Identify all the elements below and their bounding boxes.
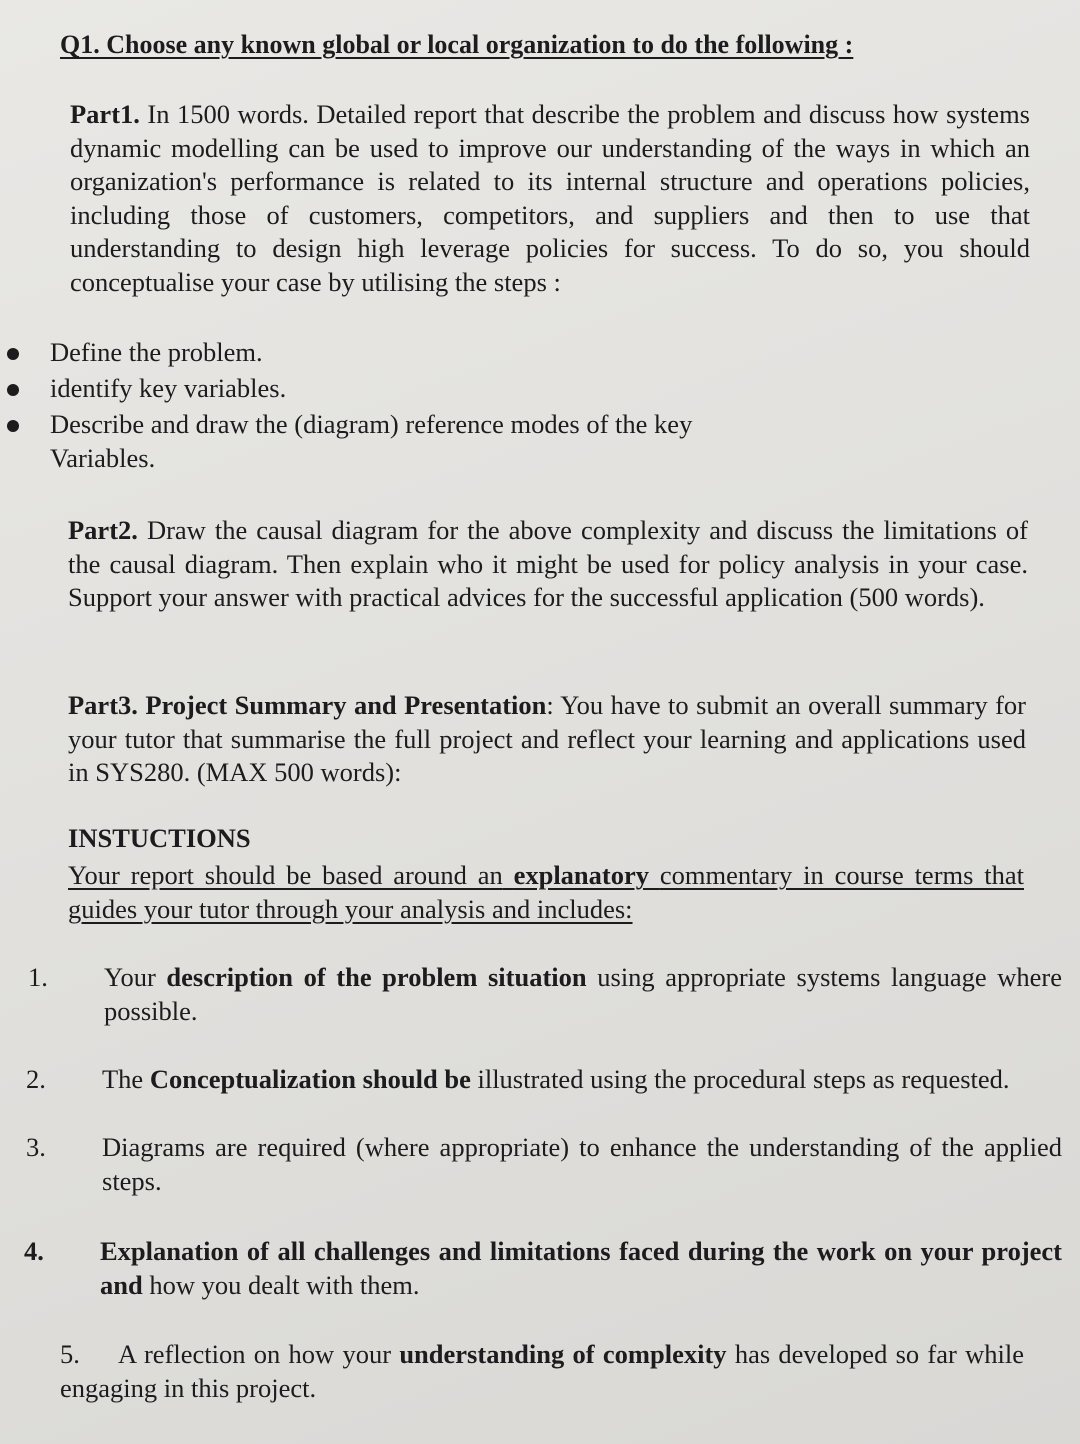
part1-paragraph (70, 98, 1030, 299)
bullet-text: identify key variables. (50, 373, 287, 403)
part1-label: Part1. (70, 99, 140, 129)
bullet-icon (7, 420, 19, 432)
question-title: Q1. Choose any known global or local organization to do the following : (60, 30, 854, 59)
item-text: Diagrams are required (where appropriate) to enhance the understanding of the applied steps. (102, 1132, 1062, 1196)
item-text-bold: understanding of complexity (399, 1339, 727, 1369)
item-text: how you dealt with them. (149, 1269, 420, 1300)
instruction-item-4 (24, 1235, 1062, 1302)
item-text: The (102, 1064, 144, 1094)
part2-text: Draw the causal diagram for the above complexity and discuss the limitations of the causal diagram. Then explain who it might be used for policy analysis in your case. Support your answer with practical advices for the successful application (500 words). (68, 515, 1028, 612)
part1-text: In 1500 words. Detailed report that describe the problem and discuss how systems dynamic modelling can be used to improve our understanding of the ways in which an organization's performance is related to its internal structure and operations policies, including those of customers, competitors, and suppliers and then to use that understanding to design high leverage policies for success. To do so, you should conceptualise your case by utilising the steps : (70, 99, 1030, 297)
item-number: 3. (26, 1132, 46, 1162)
item-text: using appropriate systems language where possible. (104, 962, 1063, 1026)
bullet-text: Define the problem. (50, 337, 263, 367)
bullet-icon (7, 348, 19, 360)
item-number: 4. (24, 1236, 44, 1266)
instruction-item-1 (28, 961, 1063, 1028)
intro-text-bold: explanatory (513, 860, 649, 890)
bullet-icon (7, 384, 19, 396)
item-text: Your (104, 962, 156, 992)
intro-text-b: commentary in course terms that guides your tutor through your analysis and includes: (68, 860, 1025, 924)
part3-text: : You have to submit an overall summary for your tutor that summarise the full project and reflect your learning and applications used in SYS280. (MAX 500 words): (68, 690, 1027, 787)
bullet-item (0, 408, 1000, 478)
item-text: illustrated using the procedural steps as requested. (477, 1064, 1010, 1094)
part3-paragraph (68, 689, 1026, 790)
intro-text-a: Your report should be based around an (68, 860, 503, 890)
part3-label: Part3. Project Summary and Presentation (68, 690, 547, 720)
item-text-bold: Explanation of all challenges and limitations faced during the work on your project and (100, 1236, 1062, 1300)
part2-label: Part2. (68, 515, 138, 545)
instruction-item-5 (60, 1338, 1024, 1405)
item-text-bold: description of the problem situation (166, 962, 587, 992)
part2-paragraph (68, 514, 1028, 615)
item-number: 2. (26, 1064, 46, 1094)
item-text: has developed so far while engaging in this project. (60, 1339, 1024, 1403)
bullet-text: Describe and draw the (diagram) reference modes of the key Variables. (50, 409, 693, 473)
item-text-bold: Conceptualization should be (149, 1064, 471, 1094)
instructions-heading: INSTUCTIONS (68, 823, 251, 853)
instructions-intro (68, 859, 1024, 926)
item-number: 1. (28, 962, 48, 992)
item-text: A reflection on how your (118, 1339, 392, 1369)
instruction-item-2 (26, 1063, 1062, 1097)
item-number: 5. (60, 1339, 80, 1369)
instruction-item-3 (26, 1131, 1062, 1198)
